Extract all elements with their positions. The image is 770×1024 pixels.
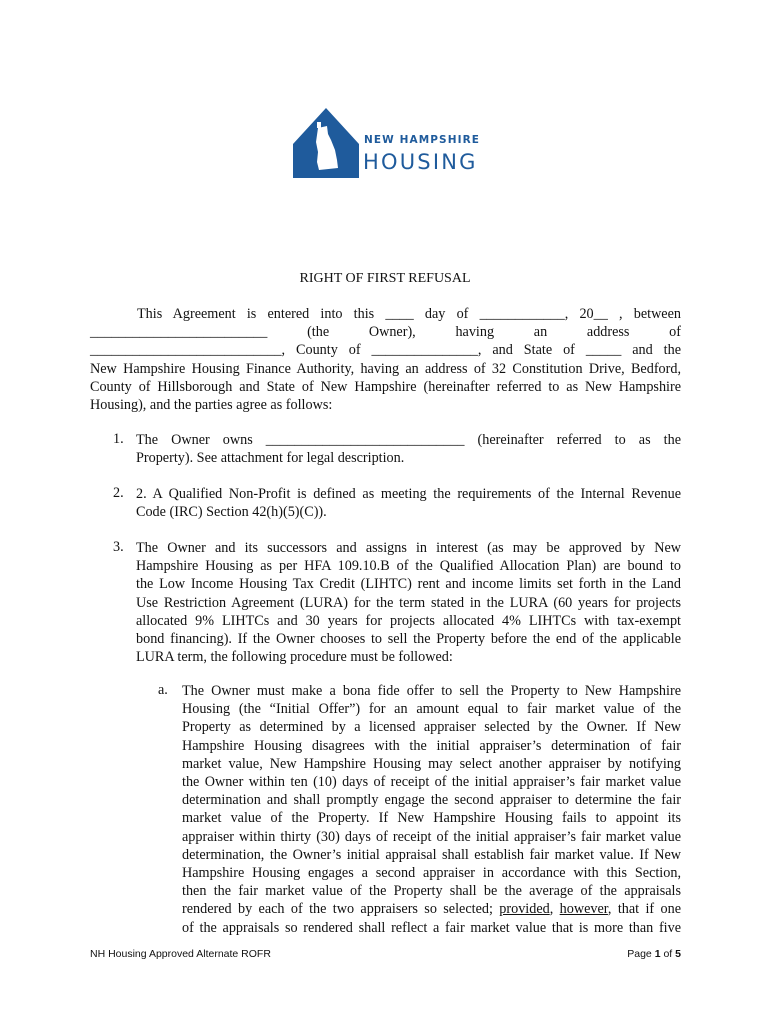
item-3-line: the Low Income Housing Tax Credit (LIHTC) rent and income limits set forth in the Land — [136, 576, 681, 593]
item-3-line: allocated 9% LIHTCs and 30 years for projects allocated 4% LIHTCs with tax-exempt — [136, 612, 681, 629]
sub-a-line: the Owner within ten (10) days of receipt of the initial appraiser’s fair market value — [182, 774, 681, 791]
provided-underlined: provided — [499, 901, 550, 918]
footer-document-name: NH Housing Approved Alternate ROFR — [90, 948, 271, 960]
item-1-number: 1. — [113, 431, 124, 447]
sub-a-line: then the fair market value of the Property shall be the average of the appraisals — [182, 883, 681, 900]
item-1-line: The Owner owns ____________________________ (hereinafter referred to as the — [136, 432, 681, 448]
item-1-text — [136, 431, 681, 467]
item-3-line: Hampshire Housing as per HFA 109.10.B of the Qualified Allocation Plan) are bound to — [136, 558, 681, 575]
sub-a-line: Hampshire Housing disagrees with the initial appraiser’s determination of fair — [182, 737, 681, 754]
sub-a-line: market value, New Hampshire Housing may select another appraiser by notifying — [182, 755, 681, 772]
sub-a-line: market value of the Property. If New Hampshire Housing fails to appoint its — [182, 810, 681, 827]
intro-line-1: This Agreement is entered into this ____ day of ____________, 20__ , between — [137, 306, 681, 322]
item-1-line: Property). See attachment for legal description. — [136, 450, 405, 467]
item-3-line: The Owner and its successors and assigns in interest (as may be approved by New — [136, 540, 681, 556]
sub-a-line: Property as determined by a licensed appraiser selected by the Owner. If New — [182, 719, 681, 736]
item-2-number: 2. — [113, 485, 124, 501]
document-title: RIGHT OF FIRST REFUSAL — [299, 271, 471, 286]
house-with-state-outline-icon — [291, 106, 361, 182]
however-underlined: however — [559, 901, 608, 918]
sub-item-a-text — [182, 682, 681, 937]
intro-paragraph — [90, 305, 681, 414]
intro-line-6: Housing), and the parties agree as follows: — [90, 397, 333, 414]
item-3-line: LURA term, the following procedure must be followed: — [136, 649, 453, 666]
intro-line-4: New Hampshire Housing Finance Authority, having an address of 32 Constitution Drive, Bedford, — [90, 360, 681, 377]
sub-item-a-letter: a. — [158, 682, 168, 698]
new-hampshire-housing-logo — [291, 106, 481, 182]
intro-line-5: County of Hillsborough and State of New Hampshire (hereinafter referred to as New Hampshire — [90, 378, 681, 395]
item-3-text — [136, 539, 681, 666]
logo-text-new-hampshire: NEW HAMPSHIRE — [364, 134, 481, 146]
intro-line-2: _________________________ (the Owner), having an address of — [90, 324, 681, 341]
sub-a-line: of the appraisals so rendered shall reflect a fair market value that is more than five — [182, 919, 681, 936]
sub-a-line: appraiser within thirty (30) days of receipt of the initial appraiser’s fair market value — [182, 828, 681, 845]
sub-a-line: Housing (the “Initial Offer”) for an amount equal to fair market value of the — [182, 701, 681, 718]
footer-page-number: Page 1 of 5 — [627, 948, 681, 960]
sub-a-line: determination, the Owner’s initial appraisal shall establish fair market value. If New — [182, 846, 681, 863]
sub-a-line: The Owner must make a bona fide offer to sell the Property to New Hampshire — [182, 683, 681, 699]
logo-text-housing: HOUSING — [363, 150, 478, 174]
sub-a-line-provided-however: rendered by each of the two appraisers so selected; provided, however, that if one — [182, 901, 681, 918]
item-3-line: bond financing). If the Owner chooses to sell the Property before the end of the applicable — [136, 631, 681, 648]
sub-a-line: determination and shall promptly engage the second appraiser to determine the fair — [182, 792, 681, 809]
item-2-line: 2. A Qualified Non-Profit is defined as meeting the requirements of the Internal Revenue — [136, 486, 681, 502]
intro-line-3: ___________________________, County of _______________, and State of _____ and the — [90, 342, 681, 359]
item-3-number: 3. — [113, 539, 124, 555]
item-3-line: Use Restriction Agreement (LURA) for the term stated in the LURA (60 years for projects — [136, 594, 681, 611]
sub-a-line: Hampshire Housing engages a second appraiser in accordance with this Section, — [182, 865, 681, 882]
item-2-text — [136, 485, 681, 521]
item-2-line: Code (IRC) Section 42(h)(5)(C)). — [136, 504, 327, 521]
